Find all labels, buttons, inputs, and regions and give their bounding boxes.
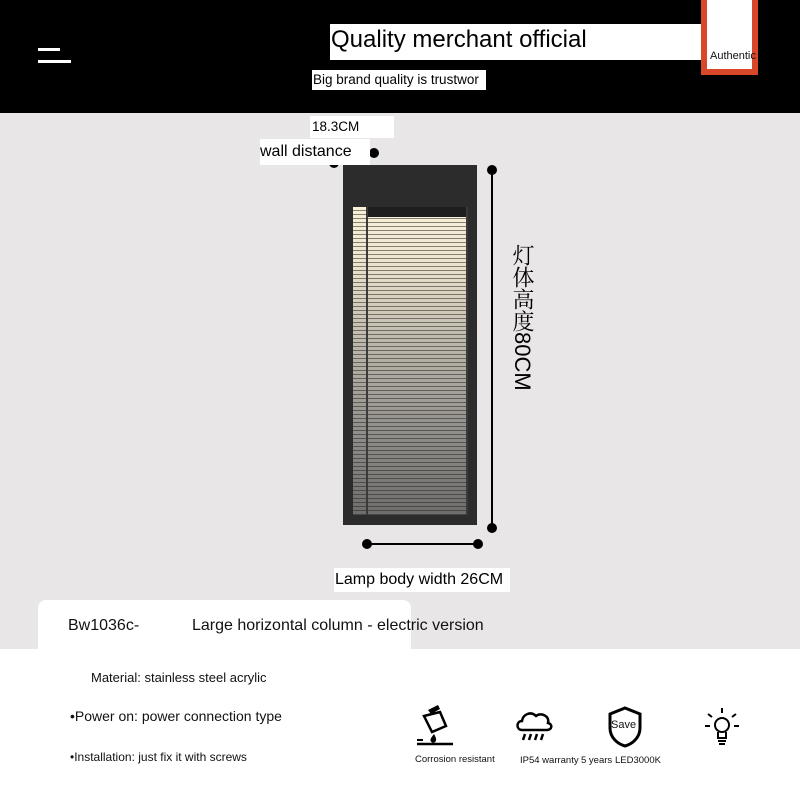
lamp-glass-panel	[353, 207, 468, 515]
lamp-frame-right	[466, 207, 468, 515]
authentic-badge-label: Authentic	[710, 50, 756, 62]
width-dimension-line	[367, 543, 479, 545]
menu-icon[interactable]	[38, 48, 72, 64]
lightbulb-icon	[703, 706, 741, 748]
spec-power: •Power on: power connection type	[70, 708, 282, 724]
height-dot-bottom	[487, 523, 497, 533]
page-title: Quality merchant official	[331, 26, 587, 53]
feature-label-corrosion: Corrosion resistant	[415, 754, 495, 765]
width-dot-left	[362, 539, 372, 549]
lamp-top-cap	[366, 207, 468, 217]
height-dot-top	[487, 165, 497, 175]
lamp-frame-left	[366, 207, 368, 515]
spec-installation: •Installation: just fix it with screws	[70, 750, 247, 764]
width-label: Lamp body width 26CM	[334, 568, 510, 592]
spec-material: Material: stainless steel acrylic	[91, 670, 267, 685]
wall-distance-label: wall distance	[260, 139, 370, 165]
width-dot-right	[473, 539, 483, 549]
feature-label-warranty: 5 years	[581, 755, 613, 766]
page-subtitle: Big brand quality is trustwor	[312, 70, 486, 90]
shield-badge-text: Save	[611, 719, 637, 731]
height-label: 灯体高度80CM	[510, 244, 535, 391]
model-code: Bw1036c-	[68, 617, 140, 634]
rain-cloud-icon	[514, 708, 554, 744]
depth-label: 18.3CM	[310, 116, 394, 138]
model-name: Large horizontal column - electric version	[192, 617, 484, 634]
height-dimension-line	[491, 170, 493, 528]
corrosion-resistant-icon	[414, 704, 456, 748]
feature-label-ip54: IP54 warranty	[520, 755, 579, 766]
feature-label-led: LED3000K	[615, 755, 661, 766]
depth-dot-right	[369, 148, 379, 158]
